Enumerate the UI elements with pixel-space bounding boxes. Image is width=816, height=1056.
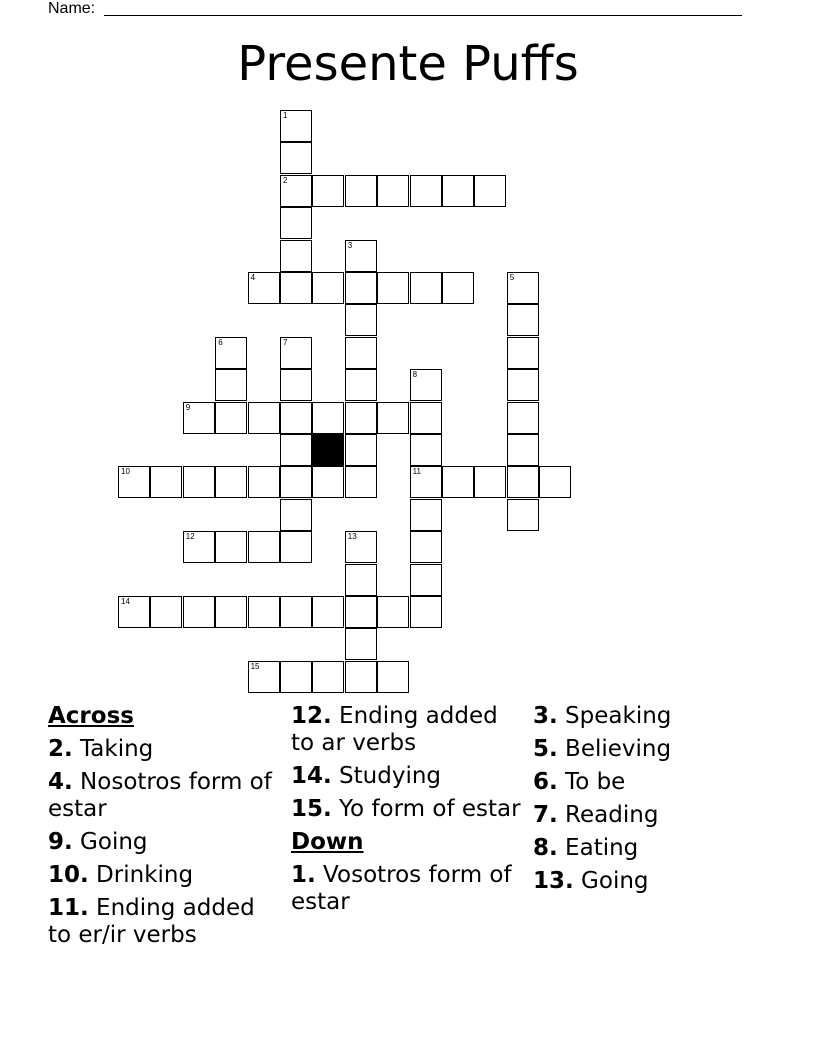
- grid-cell[interactable]: [410, 531, 442, 563]
- across-heading: Across: [48, 703, 134, 729]
- grid-cell[interactable]: [312, 272, 344, 304]
- grid-cell[interactable]: [345, 304, 377, 336]
- clue-item: [533, 736, 773, 763]
- grid-cell[interactable]: [345, 175, 377, 207]
- grid-cell[interactable]: [248, 596, 280, 628]
- clue-number: 8.: [533, 835, 558, 861]
- clue-item: [291, 703, 521, 757]
- cell-number: 11: [412, 467, 421, 477]
- grid-cell[interactable]: [442, 466, 474, 498]
- clue-number: 15.: [291, 796, 332, 822]
- grid-cell[interactable]: [215, 337, 247, 369]
- grid-cell[interactable]: [507, 466, 539, 498]
- clue-number: 12.: [291, 703, 332, 729]
- cell-number: 13: [347, 532, 357, 542]
- clue-number: 7.: [533, 802, 558, 828]
- grid-cell[interactable]: [312, 466, 344, 498]
- clue-number: 13.: [533, 868, 574, 894]
- clue-text: To be: [557, 769, 626, 795]
- grid-cell[interactable]: [507, 304, 539, 336]
- grid-cell[interactable]: [345, 661, 377, 693]
- cell-number: 6: [218, 337, 223, 347]
- clues-column-1: [48, 703, 278, 955]
- clue-text: Drinking: [88, 862, 194, 888]
- cell-number: 12: [185, 532, 195, 542]
- grid-cell[interactable]: [442, 175, 474, 207]
- clue-text: Yo form of estar: [331, 796, 521, 822]
- grid-cell[interactable]: [345, 466, 377, 498]
- grid-cell[interactable]: [410, 596, 442, 628]
- grid-cell[interactable]: [248, 402, 280, 434]
- clues-column-3: [533, 703, 773, 901]
- clue-item: [533, 703, 773, 730]
- cell-number: 10: [121, 467, 130, 477]
- grid-cell[interactable]: [410, 272, 442, 304]
- grid-cell[interactable]: [150, 596, 182, 628]
- clue-item: [48, 736, 278, 763]
- clue-item: [533, 835, 773, 862]
- grid-cell[interactable]: [410, 434, 442, 466]
- grid-cell[interactable]: [280, 110, 312, 142]
- clue-number: 11.: [48, 895, 89, 921]
- clue-item: [48, 769, 278, 823]
- cell-number: 9: [185, 402, 191, 412]
- clue-number: 1.: [291, 862, 316, 888]
- cell-number: 1: [283, 111, 288, 120]
- cell-number: 8: [412, 370, 418, 380]
- grid-cell[interactable]: [410, 369, 442, 401]
- grid-cell[interactable]: [248, 531, 280, 563]
- grid-cell[interactable]: [507, 499, 539, 531]
- grid-cell[interactable]: [118, 596, 150, 628]
- grid-cell[interactable]: [377, 596, 409, 628]
- grid-cell[interactable]: [280, 142, 312, 174]
- clue-number: 9.: [48, 829, 73, 855]
- grid-cell[interactable]: [280, 402, 312, 434]
- grid-cell[interactable]: [183, 466, 215, 498]
- clue-item: [533, 769, 773, 796]
- clue-text: Believing: [557, 736, 672, 762]
- clue-text: Eating: [557, 835, 639, 861]
- clue-item: [48, 829, 278, 856]
- grid-cell[interactable]: [215, 402, 247, 434]
- clue-text: Taking: [72, 736, 154, 762]
- down-heading: Down: [291, 829, 364, 855]
- grid-cell[interactable]: [280, 434, 312, 466]
- grid-cell[interactable]: [215, 596, 247, 628]
- clue-text: Going: [72, 829, 148, 855]
- clue-number: 14.: [291, 763, 332, 789]
- grid-cell[interactable]: [507, 369, 539, 401]
- grid-cell[interactable]: [280, 661, 312, 693]
- clue-text: Speaking: [557, 703, 672, 729]
- grid-cell[interactable]: [345, 240, 377, 272]
- cell-number: 14: [121, 597, 130, 606]
- grid-cell[interactable]: [312, 402, 344, 434]
- clue-text: Vosotros form of estar: [291, 862, 512, 915]
- grid-cell[interactable]: [183, 596, 215, 628]
- grid-cell[interactable]: [248, 272, 280, 304]
- grid-cell[interactable]: [410, 402, 442, 434]
- grid-cell[interactable]: [539, 466, 571, 498]
- grid-cell[interactable]: [474, 466, 506, 498]
- clue-text: Ending added to ar verbs: [291, 703, 498, 756]
- grid-cell[interactable]: [345, 628, 377, 660]
- grid-cell[interactable]: [507, 434, 539, 466]
- clues-column-2: [291, 703, 521, 922]
- grid-cell[interactable]: [280, 596, 312, 628]
- clue-item: [533, 868, 773, 895]
- grid-cell[interactable]: [507, 337, 539, 369]
- grid-cell[interactable]: [345, 434, 377, 466]
- clue-number: 10.: [48, 862, 89, 888]
- clue-text: Reading: [557, 802, 659, 828]
- grid-cell[interactable]: [377, 661, 409, 693]
- clue-text: Studying: [331, 763, 442, 789]
- grid-cell[interactable]: [280, 207, 312, 239]
- grid-cell[interactable]: [474, 175, 506, 207]
- clue-item: [291, 796, 521, 823]
- clue-item: [533, 802, 773, 829]
- grid-cell[interactable]: [345, 337, 377, 369]
- clue-text: Nosotros form of estar: [48, 769, 272, 822]
- grid-cell[interactable]: [507, 402, 539, 434]
- clue-item: [291, 763, 521, 790]
- grid-cell[interactable]: [410, 175, 442, 207]
- clue-number: 2.: [48, 736, 73, 762]
- clue-item: [48, 862, 278, 889]
- grid-cell[interactable]: [377, 175, 409, 207]
- grid-cell[interactable]: [345, 531, 377, 563]
- clue-number: 4.: [48, 769, 73, 795]
- cell-number: 3: [347, 240, 353, 250]
- cell-number: 5: [509, 273, 515, 282]
- cell-number: 15: [250, 661, 260, 671]
- grid-cell[interactable]: [410, 499, 442, 531]
- grid-cell[interactable]: [118, 466, 150, 498]
- puzzle-title: Presente Puffs: [237, 36, 579, 92]
- grid-cell[interactable]: [183, 402, 215, 434]
- grid-cell[interactable]: [410, 564, 442, 596]
- grid-cell[interactable]: [215, 466, 247, 498]
- grid-cell[interactable]: [280, 499, 312, 531]
- grid-cell[interactable]: [280, 175, 312, 207]
- cell-number: 2: [283, 175, 288, 185]
- grid-cell[interactable]: [150, 466, 182, 498]
- blocked-cell: [312, 434, 344, 466]
- grid-cell[interactable]: [410, 466, 442, 498]
- grid-cell[interactable]: [345, 564, 377, 596]
- name-label: Name:: [48, 0, 96, 17]
- clue-text: Going: [573, 868, 649, 894]
- grid-cell[interactable]: [248, 661, 280, 693]
- grid-cell[interactable]: [345, 272, 377, 304]
- grid-cell[interactable]: [345, 402, 377, 434]
- cell-number: 4: [250, 273, 256, 282]
- grid-cell[interactable]: [248, 466, 280, 498]
- grid-cell[interactable]: [312, 661, 344, 693]
- grid-cell[interactable]: [312, 596, 344, 628]
- clue-text: Ending added to er/ir verbs: [48, 895, 255, 948]
- grid-cell[interactable]: [183, 531, 215, 563]
- cell-number: 7: [283, 337, 288, 347]
- grid-cell[interactable]: [280, 240, 312, 272]
- grid-cell[interactable]: [280, 272, 312, 304]
- grid-cell[interactable]: [280, 369, 312, 401]
- grid-cell[interactable]: [377, 402, 409, 434]
- clue-number: 3.: [533, 703, 558, 729]
- grid-cell[interactable]: [312, 175, 344, 207]
- grid-cell[interactable]: [345, 369, 377, 401]
- grid-cell[interactable]: [345, 596, 377, 628]
- grid-cell[interactable]: [215, 531, 247, 563]
- grid-cell[interactable]: [280, 531, 312, 563]
- grid-cell[interactable]: [215, 369, 247, 401]
- grid-cell[interactable]: [442, 272, 474, 304]
- clue-item: [291, 862, 521, 916]
- grid-cell[interactable]: [377, 272, 409, 304]
- grid-cell[interactable]: [280, 337, 312, 369]
- clue-number: 6.: [533, 769, 558, 795]
- grid-cell[interactable]: [507, 272, 539, 304]
- clue-item: [48, 895, 278, 949]
- clue-number: 5.: [533, 736, 558, 762]
- grid-cell[interactable]: [280, 466, 312, 498]
